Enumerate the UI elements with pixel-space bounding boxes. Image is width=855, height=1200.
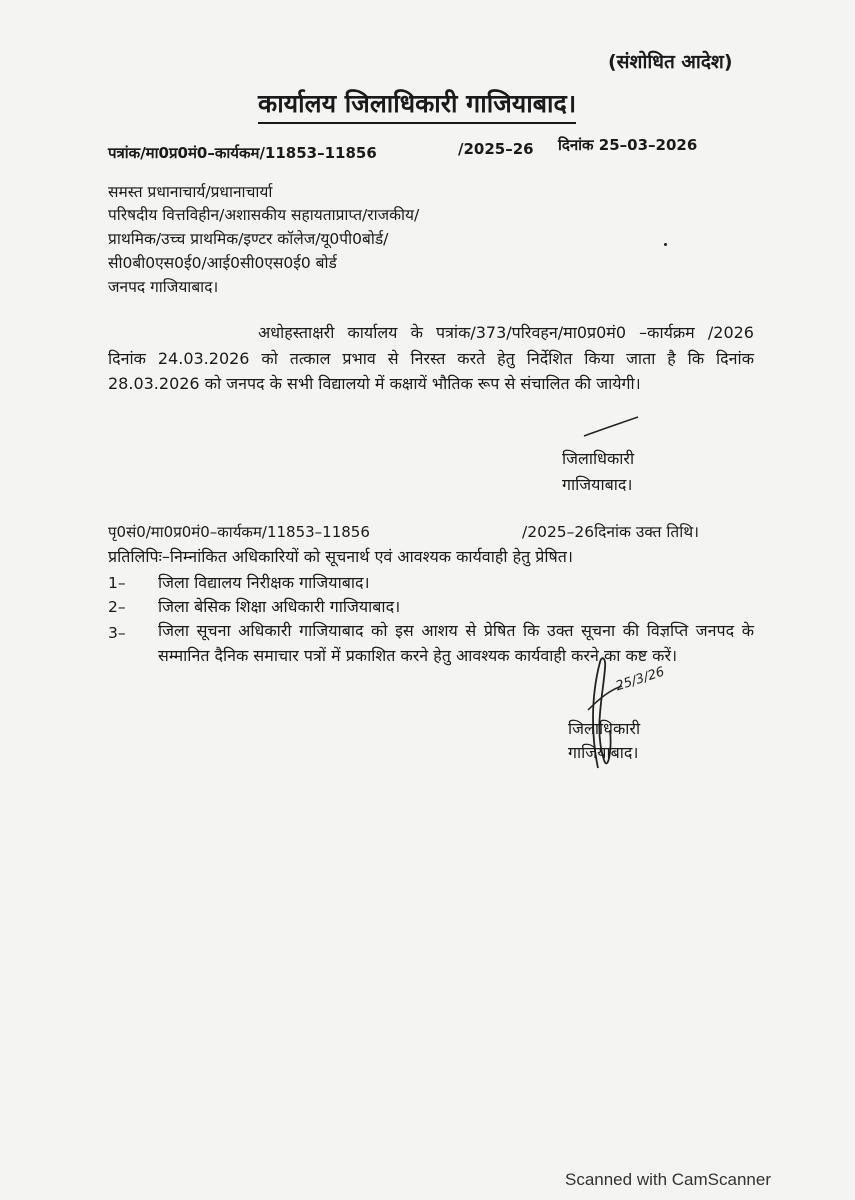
office-title: कार्यालय जिलाधिकारी गाजियाबाद। — [258, 86, 576, 124]
letter-year: /2025–26 — [458, 140, 534, 158]
copy-letter-number: पृ0सं0/मा0प्र0मं0–कार्यकम/11853–11856 — [108, 523, 370, 541]
camscanner-watermark: Scanned with CamScanner — [564, 1170, 771, 1189]
signature-stroke-1 — [582, 414, 642, 440]
order-body-paragraph: अधोहस्ताक्षरी कार्यालय के पत्रांक/373/परिवहन/मा0प्र0मं0 –कार्यक्रम /2026 दिनांक 24.03.2026 को तत्काल प्रभाव से निरस्त करते हेतु निर्देशित किया जाता है कि दिनांक 28.03.2026 को जनपद के सभी विद्यालयो में कक्षायें भौतिक रूप से संचालित की जायेगी। — [108, 323, 754, 393]
copy-item-text: जिला बेसिक शिक्षा अधिकारी गाजियाबाद। — [158, 597, 401, 616]
copy-year-date: /2025–26दिनांक उक्त तिथि। — [522, 523, 700, 541]
letter-date: दिनांक 25–03–2026 — [558, 136, 698, 154]
addressee-line: परिषदीय वित्तविहीन/अशासकीय सहायताप्राप्त/राजकीय/ — [108, 206, 420, 224]
addressee-line: जनपद गाजियाबाद। — [108, 278, 219, 296]
handwritten-date: 25/3/26 — [614, 664, 667, 695]
addressee-line: सी0बी0एस0ई0/आई0सी0एस0ई0 बोर्ड — [108, 254, 337, 272]
addressee-line: प्राथमिक/उच्च प्राथमिक/इण्टर कॉलेज/यू0पी0बोर्ड/ — [108, 230, 389, 248]
addressee-line: समस्त प्रधानाचार्य/प्रधानाचार्या — [108, 183, 273, 201]
copy-item-number: 3– — [108, 624, 126, 642]
signatory-place-2: गाजियाबाद। — [568, 743, 639, 762]
signatory-designation-2: जिलाधिकारी — [568, 719, 641, 738]
scan-speck — [664, 243, 667, 246]
letter-number: पत्रांक/मा0प्र0मं0–कार्यकम/11853–11856 — [108, 144, 377, 162]
signatory-designation-1: जिलाधिकारी — [562, 449, 635, 468]
amended-order-label: (संशोधित आदेश) — [608, 51, 733, 73]
copy-item-number: 1– — [108, 574, 126, 592]
copy-item-number: 2– — [108, 598, 126, 616]
copy-item-text: जिला विद्यालय निरीक्षक गाजियाबाद। — [158, 573, 370, 592]
signatory-place-1: गाजियाबाद। — [562, 475, 633, 494]
copy-to-heading: प्रतिलिपिः–निम्नांकित अधिकारियों को सूचनार्थ एवं आवश्यक कार्यवाही हेतु प्रेषित। — [108, 547, 573, 566]
copy-item-text: जिला सूचना अधिकारी गाजियाबाद को इस आशय से प्रेषित कि उक्त सूचना की विज्ञप्ति जनपद के सम्मानित दैनिक समाचार पत्रों में प्रकाशित करने हेतु आवश्यक कार्यवाही करने का कष्ट करें। — [158, 621, 754, 665]
